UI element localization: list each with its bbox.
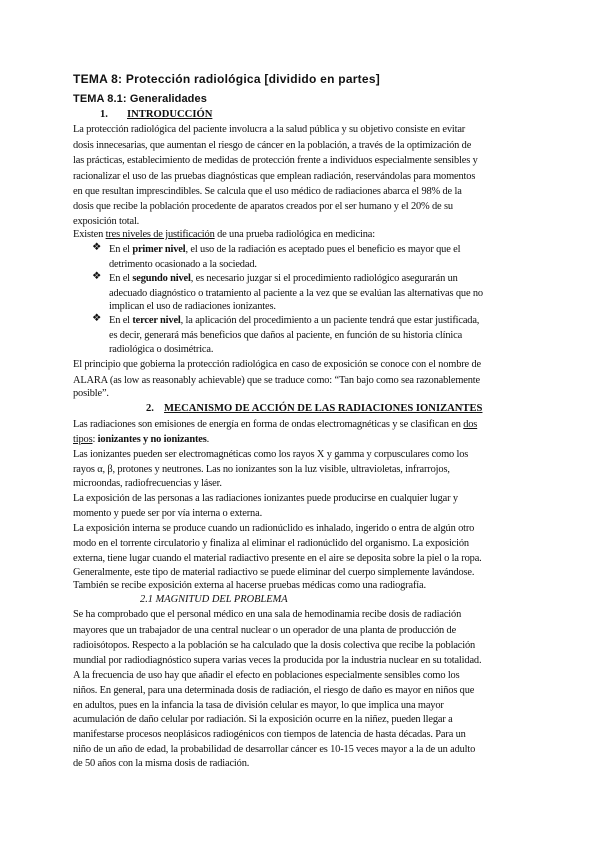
text-line: manifestarse procesos neoplásicos radiogénicos con tiempos de latencia de hasta décadas. Para un (73, 729, 466, 740)
bold-term: segundo nivel (132, 273, 191, 284)
text-line: radioisótopos. Respecto a la población se ha calculado que la dosis colectiva que recibe la población (73, 640, 476, 651)
text-line: La protección radiológica del paciente involucra a la salud pública y su objetivo consiste en evitar (73, 124, 466, 135)
text-span: . (206, 434, 210, 445)
text-line: en adultos, pues en la infancia la tasa de división celular es mayor, lo que implica una mayor (73, 700, 444, 711)
underlined-term: tipos (73, 434, 93, 445)
underlined-term: tres niveles de justificación (105, 229, 215, 240)
text-line: rayos α, β, protones y neutrones. Las no ionizantes son la luz visible, ultravioletas, infrarrojos, (73, 464, 450, 475)
text-line: La exposición de las personas a las radiaciones ionizantes puede producirse en cualquier lugar y (73, 493, 458, 504)
diamond-bullet-icon: ❖ (92, 313, 102, 324)
bold-term: tercer nivel (132, 315, 181, 326)
text-line: dosis que recibe la población procedente de aparatos creados por el ser humano y el 20% de su (73, 201, 453, 212)
text-line: racionalizar el uso de las pruebas diagnósticas que emplean radiación, reservándolas para momentos (73, 171, 476, 182)
text-span: de una prueba radiológica en medicina: (214, 229, 375, 240)
text-span: En el (109, 315, 133, 326)
bold-term: ionizantes y no ionizantes (97, 434, 207, 445)
text-line: en que resultan imprescindibles. Se calcula que el uso médico de radiaciones abarca el 98% de la (73, 186, 462, 197)
section-number: 1. (100, 109, 108, 120)
text-line: posible”. (73, 388, 109, 399)
bullet-line: es decir, generará más beneficios que daños al paciente, en función de su historia clínica (109, 330, 463, 341)
text-line: dosis innecesarias, que aumentan el riesgo de cáncer en la población, a través de la optimización de (73, 140, 472, 151)
text-line: microondas, radiofrecuencias y láser. (73, 478, 222, 489)
bullet-line (109, 243, 460, 256)
text-line: A la frecuencia de uso hay que añadir el efecto en poblaciones especialmente sensibles como los (73, 670, 460, 681)
bullet-line (109, 272, 458, 285)
text-span: , el uso de la radiación es aceptado pues el beneficio es mayor que el (185, 244, 461, 255)
text-line: de 50 años con la misma dosis de radiación. (73, 758, 250, 769)
text-span: , la aplicación del procedimiento a un paciente tendrá que estar justificada, (180, 315, 480, 326)
text-line: exposición total. (73, 216, 140, 227)
text-line: niño de un año de edad, la probabilidad de desarrollar cáncer es 10-15 veces mayor a la de un adulto (73, 744, 476, 755)
text-line: ALARA (as low as reasonably achievable) que se traduce como: “Tan bajo como sea razonablemente (73, 375, 480, 386)
text-span: En el (109, 273, 133, 284)
bullet-line (109, 314, 479, 327)
text-span: , es necesario juzgar si el procedimiento radiológico asegurarán un (190, 273, 458, 284)
section-title: INTRODUCCIÓN (127, 109, 213, 120)
bullet-line: detrimento ocasionado a la sociedad. (109, 259, 257, 270)
underlined-term: dos (463, 419, 478, 430)
text-line: Generalmente, este tipo de material radiactivo se puede eliminar del cuerpo simplemente lavándose. (73, 567, 475, 578)
text-line: mayores que un trabajador de una central nuclear o un operador de una planta de producción de (73, 625, 457, 636)
text-line: mundial por radiodiagnóstico supera varias veces la producida por la industria nuclear en su totalidad. (73, 655, 482, 666)
diamond-bullet-icon: ❖ (92, 242, 102, 253)
text-line: modo en el torrente circulatorio y finaliza al eliminar el radionúclido del organismo. La exposición (73, 538, 469, 549)
text-span: : (92, 434, 98, 445)
text-line: Las ionizantes pueden ser electromagnéticas como los rayos X y gamma y corpusculares como los (73, 449, 469, 460)
text-line: Se ha comprobado que el personal médico en una sala de hemodinamia recibe dosis de radiación (73, 609, 462, 620)
section-title: MECANISMO DE ACCIÓN DE LAS RADIACIONES IONIZANTES (164, 403, 483, 414)
diamond-bullet-icon: ❖ (92, 271, 102, 282)
section-number: 2. (146, 403, 154, 414)
text-line: acumulación de daño celular por radiación. Si la exposición ocurre en la niñez, pueden llegar a (73, 714, 453, 725)
levels-intro-line (73, 228, 375, 241)
text-line: las prácticas, establecimiento de medidas de protección frente a individuos especialmente sensibles y (73, 155, 478, 166)
text-span: En el (109, 244, 133, 255)
text-line: momento y puede ser por vía interna o externa. (73, 508, 263, 519)
bullet-line: radiológica o dosimétrica. (109, 344, 214, 355)
bold-term: primer nivel (132, 244, 186, 255)
text-line: El principio que gobierna la protección radiológica en caso de exposición se conoce con el nombre de (73, 359, 481, 370)
text-line (73, 418, 477, 431)
text-span: Existen (73, 229, 106, 240)
bullet-line: adecuado diagnóstico o tratamiento al paciente a la vez que se evalúan las alternativas que no (109, 288, 483, 299)
bullet-line: implican el uso de radiaciones ionizantes. (109, 301, 276, 312)
section-heading-intro (100, 108, 212, 121)
text-line: También se recibe exposición externa al hacerse pruebas médicas como una radiografía. (73, 580, 426, 591)
subsection-heading: 2.1 MAGNITUD DEL PROBLEMA (140, 594, 288, 605)
text-line: niños. En general, para una determinada dosis de radiación, el riesgo de daño es mayor en niños que (73, 685, 475, 696)
text-line: externa, tiene lugar cuando el material radiactivo presente en el aire se deposita sobre la piel o la ropa. (73, 553, 482, 564)
document-title: TEMA 8: Protección radiológica [dividido en partes] (73, 72, 381, 86)
section-heading-mechanism (146, 402, 482, 415)
text-line (73, 433, 209, 446)
text-line: La exposición interna se produce cuando un radionúclido es inhalado, ingerido o entra de algún otro (73, 523, 475, 534)
text-span: Las radiaciones son emisiones de energía en forma de ondas electromagnéticas y se clasifican en (73, 419, 464, 430)
document-subtitle: TEMA 8.1: Generalidades (73, 93, 207, 105)
